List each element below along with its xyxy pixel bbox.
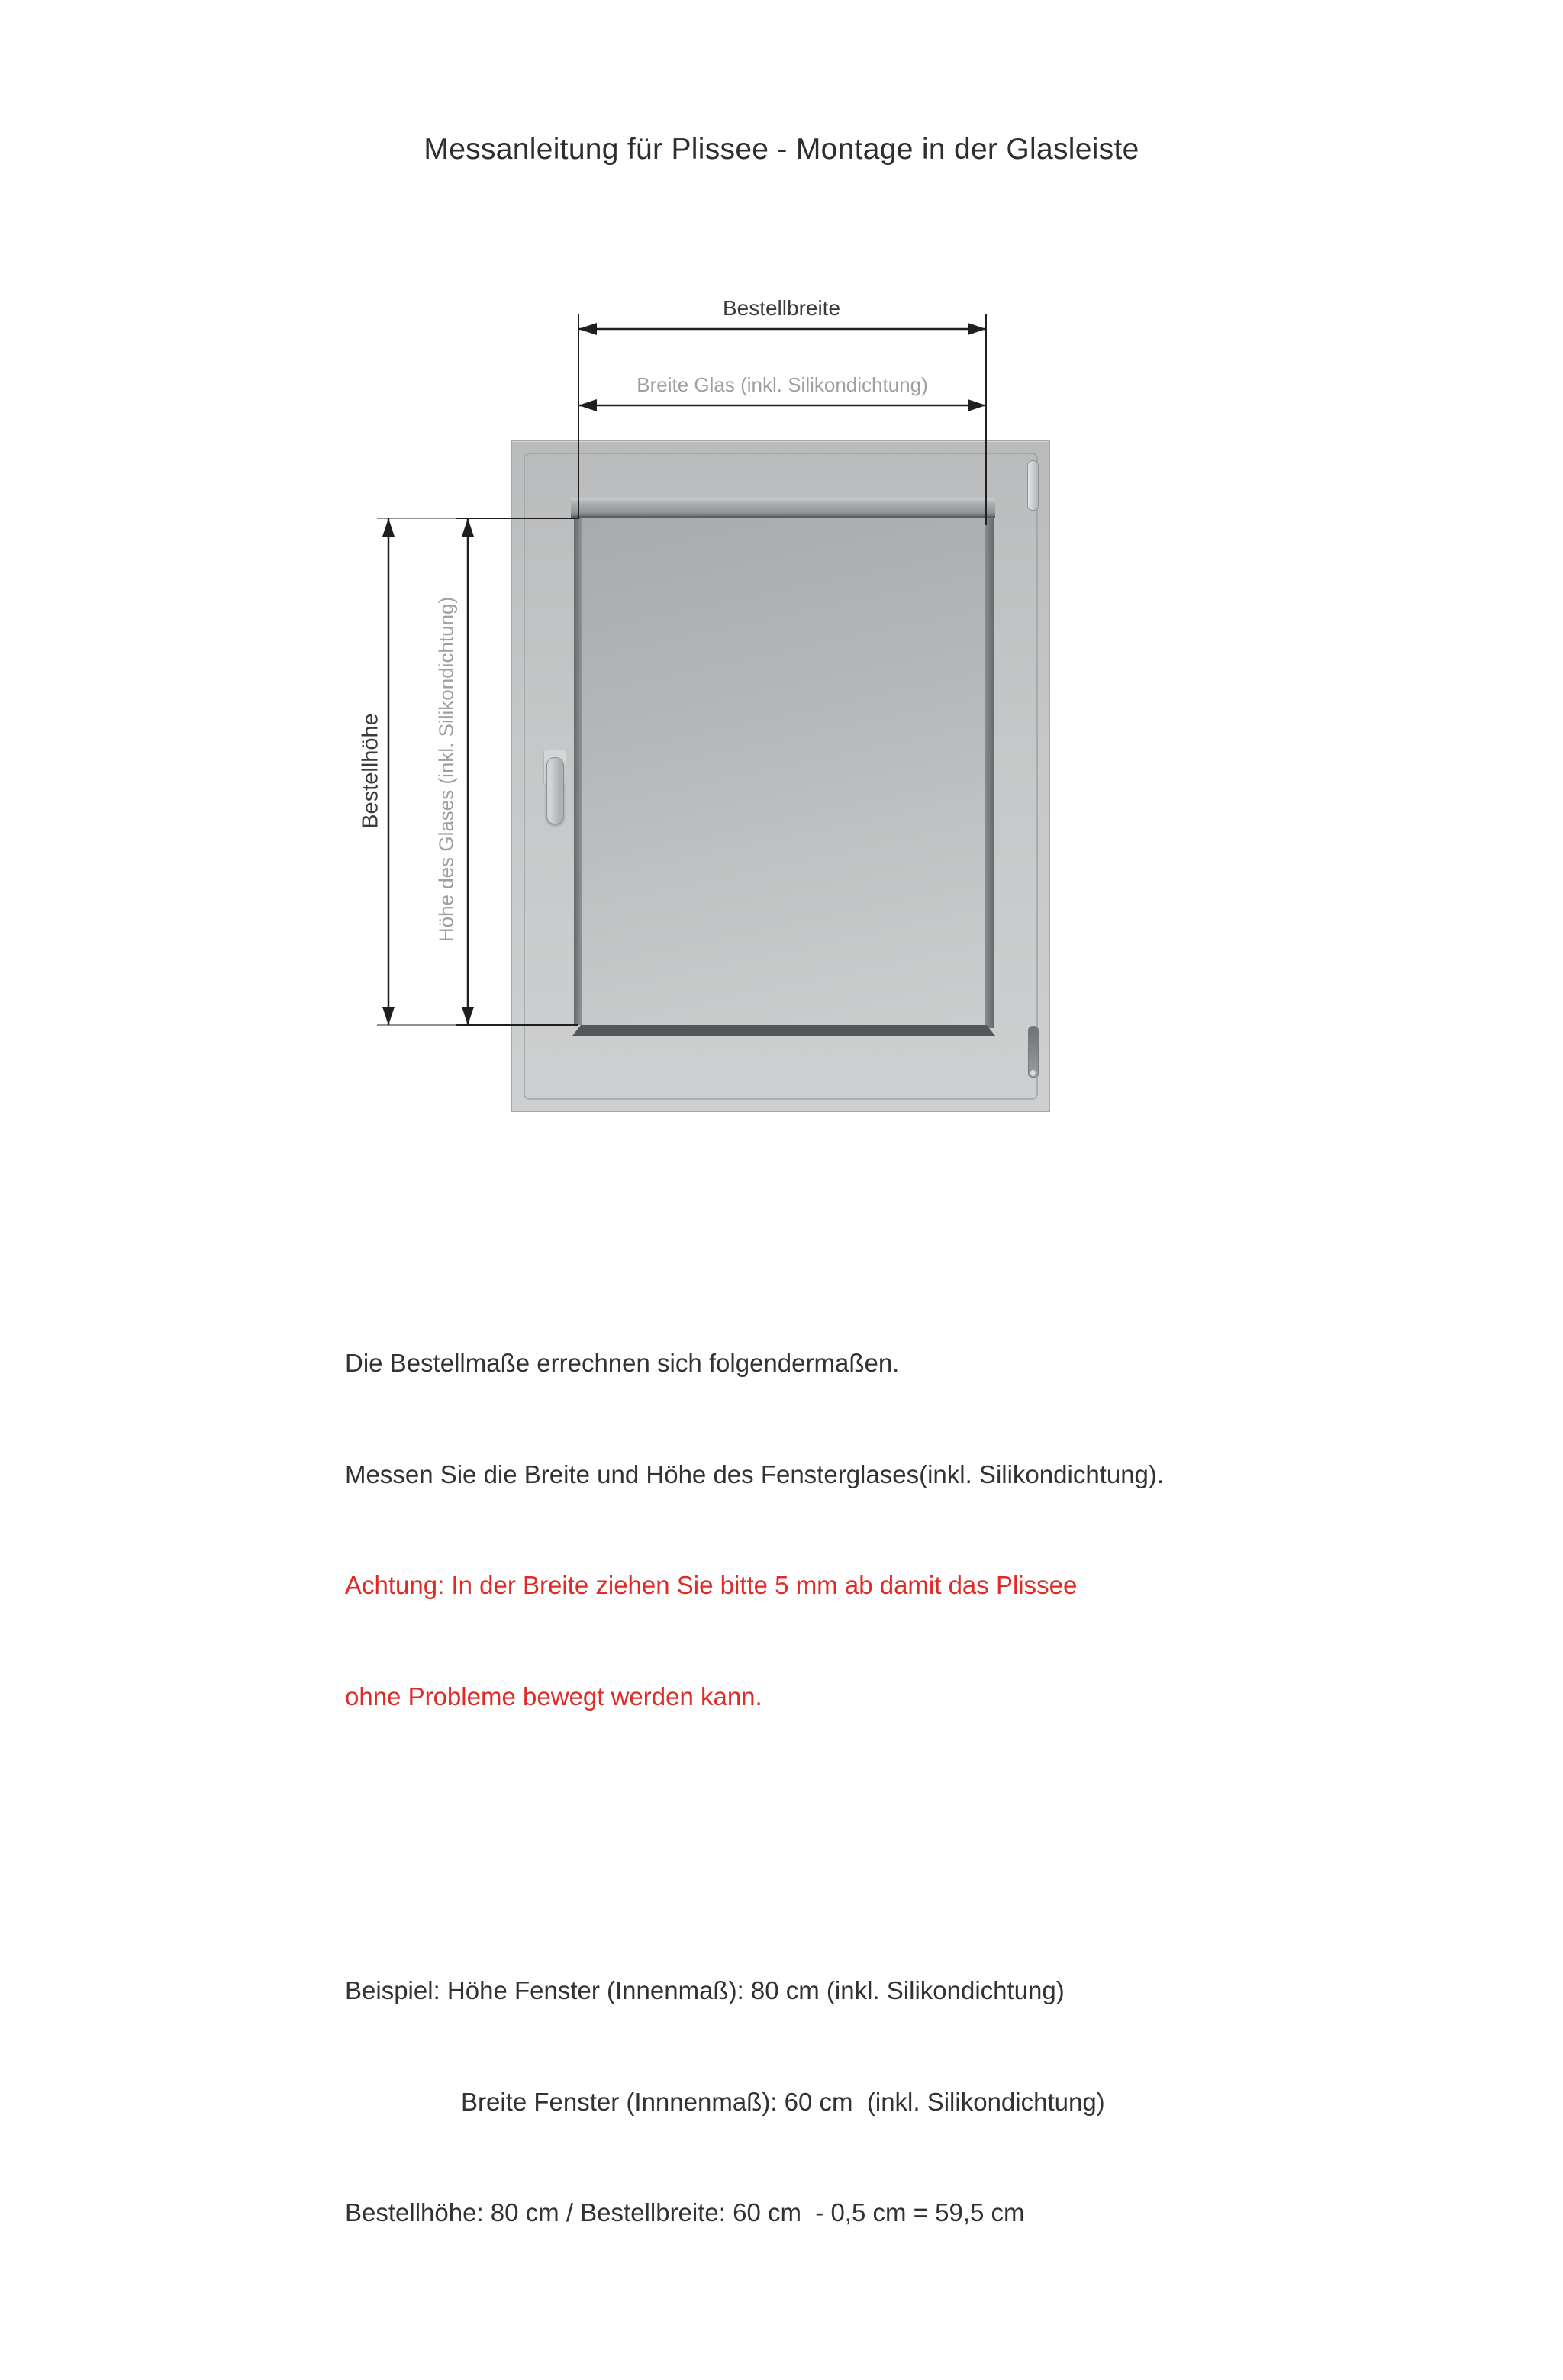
example-line: Bestellhöhe: 80 cm / Bestellbreite: 60 cm - 0,5 cm = 59,5 cm (345, 2198, 1025, 2227)
example-line: Beispiel: Höhe Fenster (Innenmaß): 80 cm (inkl. Silikondichtung) (345, 1976, 1065, 2004)
instruction-warning-line: ohne Probleme bewegt werden kann. (345, 1682, 762, 1711)
arrowhead-down-icon (462, 1007, 474, 1025)
glazing-bead-right (985, 518, 994, 1028)
window-handle (546, 757, 564, 824)
arrowhead-down-icon (382, 1007, 395, 1025)
arrowhead-up-icon (382, 518, 395, 537)
instruction-line: Messen Sie die Breite und Höhe des Fensterglases(inkl. Silikondichtung). (345, 1459, 1165, 1488)
glass-width-label: Breite Glas (inkl. Silikondichtung) (636, 373, 928, 396)
arrowhead-left-icon (578, 323, 597, 335)
instructions-intro (345, 1271, 1164, 1789)
page-title: Messanleitung für Plissee - Montage in der Glasleiste (424, 133, 1139, 166)
window-glass (582, 518, 985, 1025)
example-line: Breite Fenster (Innnenmaß): 60 cm (inkl. Silikondichtung) (461, 2087, 1105, 2116)
hinge-bottom (1028, 1026, 1039, 1078)
hinge-top (1027, 460, 1039, 511)
instruction-warning-line: Achtung: In der Breite ziehen Sie bitte 5 mm ab damit das Plissee (345, 1571, 1078, 1599)
glazing-bead-left (574, 518, 582, 1025)
instructions-block (345, 1197, 1164, 2380)
glazing-bead-bottom (572, 1025, 995, 1036)
instructions-example (345, 1898, 1164, 2306)
glass-height-label: Höhe des Glases (inkl. Silikondichtung) (434, 596, 458, 943)
order-width-label: Bestellbreite (722, 296, 841, 320)
arrowhead-up-icon (462, 518, 474, 537)
order-height-label: Bestellhöhe (358, 713, 383, 829)
glazing-bead-top (571, 498, 995, 518)
instruction-line: Die Bestellmaße errechnen sich folgendermaßen. (345, 1349, 900, 1377)
arrowhead-right-icon (968, 399, 986, 411)
arrowhead-right-icon (968, 323, 986, 335)
arrowhead-left-icon (578, 399, 597, 411)
